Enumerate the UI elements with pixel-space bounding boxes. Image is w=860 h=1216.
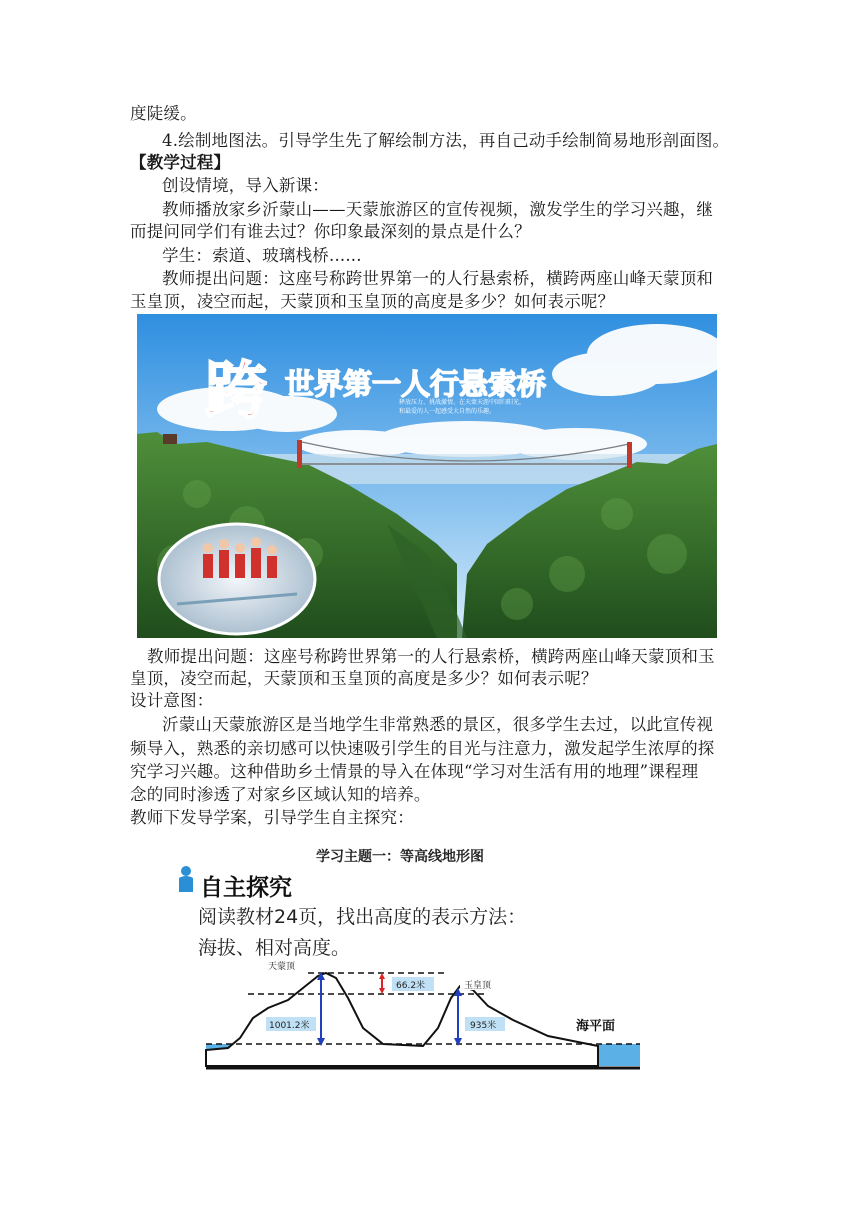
topic-title: 学习主题一：等高线地形图 <box>316 849 484 865</box>
photo-caption-line-2: 和最爱的人一起感受大自然的乐趣。 <box>399 408 496 415</box>
design-intent-line-4: 念的同时渗透了对家乡区域认知的培养。 <box>130 785 431 804</box>
intro-step: 创设情境，导入新课： <box>162 176 329 195</box>
peak2-label: 玉皇顶 <box>464 981 492 991</box>
teacher-video-line-1: 教师播放家乡沂蒙山——天蒙旅游区的宣传视频，激发学生的学习兴趣，继 <box>162 200 714 219</box>
relative-height-label: 66.2米 <box>396 981 426 991</box>
photo-title: 世界第一人行悬索桥 <box>285 367 547 401</box>
teacher-question-repeat-2: 皇顶，凌空而起，天蒙顶和玉皇顶的高度是多少？如何表示呢？ <box>130 669 598 688</box>
design-intent-heading: 设计意图： <box>130 691 214 710</box>
altitude2-label: 935米 <box>470 1021 497 1031</box>
design-intent-line-3: 究学习兴趣。这种借助乡土情景的导入在体现“学习对生活有用的地理”课程理 <box>130 762 699 781</box>
teacher-question-line-1: 教师提出问题：这座号称跨世界第一的人行悬索桥，横跨两座山峰天蒙顶和 <box>162 269 714 288</box>
answer-text: 海拔、相对高度。 <box>198 937 351 959</box>
teacher-question-line-2: 玉皇顶，凌空而起，天蒙顶和玉皇顶的高度是多少？如何表示呢？ <box>130 292 615 311</box>
section-title: 自主探究 <box>200 875 292 901</box>
elevation-diagram <box>168 838 648 1078</box>
bridge-photo <box>137 314 717 638</box>
method-item-4: 4.绘制地图法。引导学生先了解绘制方法，再自己动手绘制简易地形剖面图。 <box>162 131 730 150</box>
teacher-video-line-2: 而提问同学们有谁去过？你印象最深刻的景点是什么？ <box>130 222 531 241</box>
instruction-text: 阅读教材24页，找出高度的表示方法： <box>198 906 527 928</box>
profile-svg <box>168 958 648 1078</box>
photo-title-big-char: 跨 <box>205 354 268 427</box>
sea-level-label: 海平面 <box>576 1019 616 1034</box>
photo-caption-line-1: 释放压力、挑战激情、在天蒙天涯中回归阳光， <box>399 399 526 406</box>
design-intent-line-2: 频导入，熟悉的亲切感可以快速吸引学生的目光与注意力，激发起学生浓厚的探 <box>130 739 715 758</box>
peak1-label: 天蒙顶 <box>268 962 296 972</box>
altitude1-label: 1001.2米 <box>269 1021 310 1031</box>
teacher-question-repeat-1: 教师提出问题：这座号称跨世界第一的人行悬索桥，横跨两座山峰天蒙顶和玉 <box>147 647 715 666</box>
section-heading-process: 【教学过程】 <box>130 153 231 172</box>
teacher-handout: 教师下发导学案，引导学生自主探究： <box>130 808 414 827</box>
design-intent-line-1: 沂蒙山天蒙旅游区是当地学生非常熟悉的景区，很多学生去过，以此宣传视 <box>162 715 714 734</box>
paragraph-continuation: 度陡缓。 <box>130 104 197 123</box>
person-icon <box>176 864 196 894</box>
student-answer: 学生：索道、玻璃栈桥...... <box>162 246 362 265</box>
